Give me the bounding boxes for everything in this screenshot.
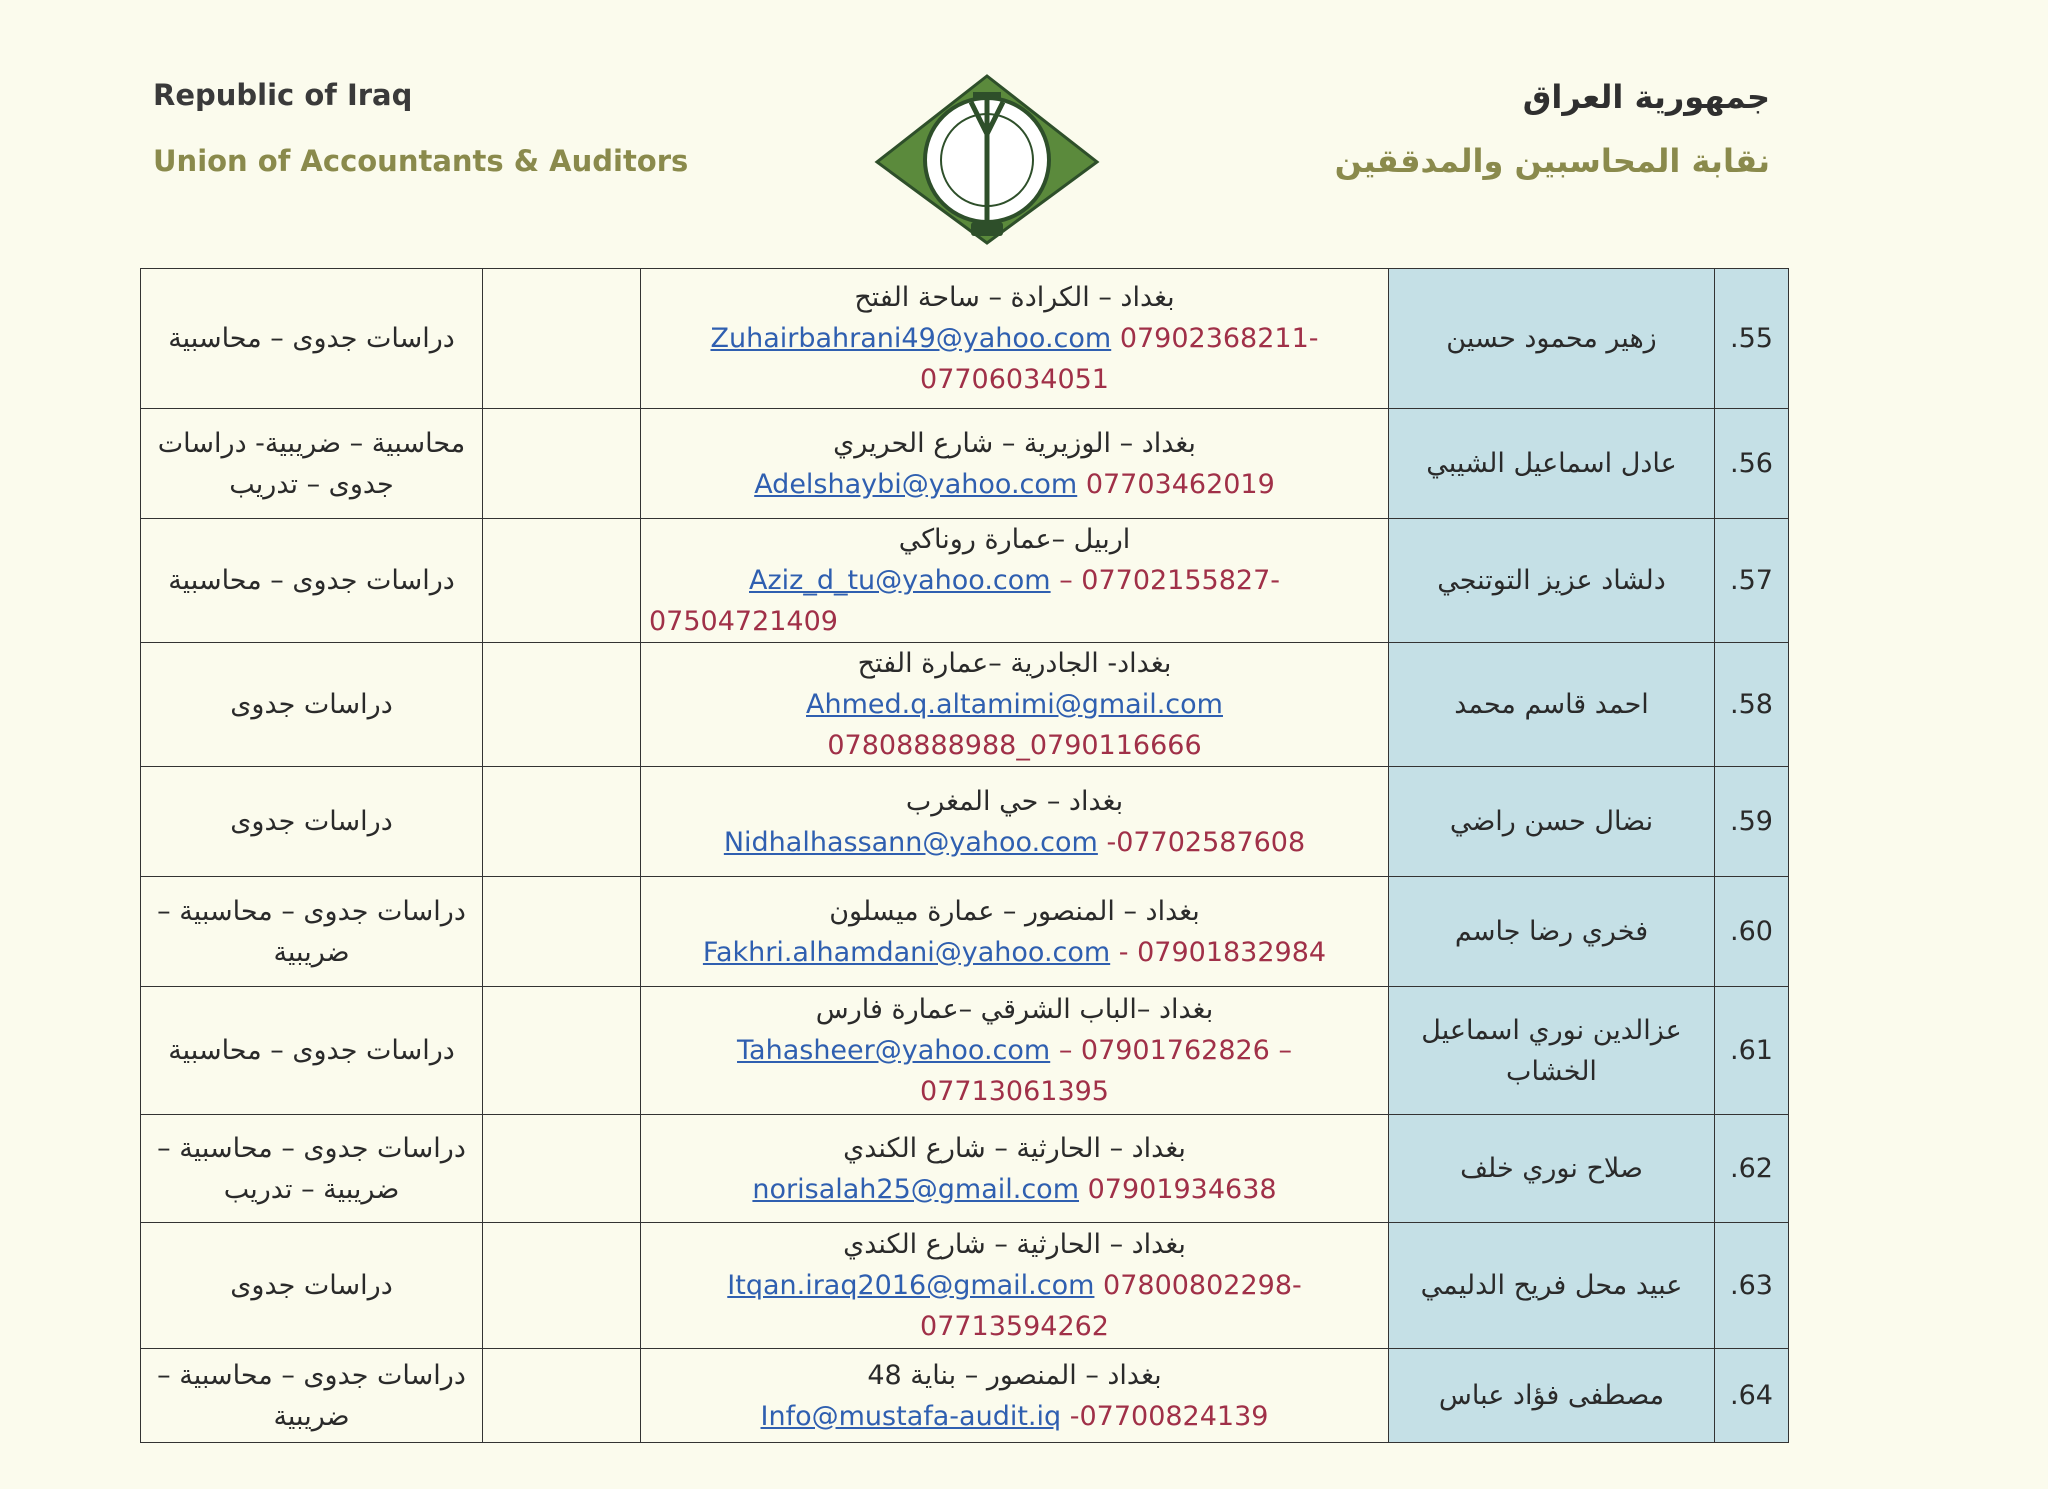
row-number: .64 — [1715, 1349, 1789, 1443]
email-link[interactable]: Nidhalhassann@yahoo.com — [723, 826, 1098, 858]
row-number: .60 — [1715, 877, 1789, 987]
specialization: دراسات جدوى – محاسبية — [141, 519, 483, 643]
empty-cell — [483, 1349, 641, 1443]
english-country-name: Republic of Iraq — [153, 78, 413, 112]
phone-number: -07700824139 — [1069, 1400, 1269, 1432]
member-name: عبيد محل فريح الدليمي — [1389, 1223, 1715, 1349]
table-row — [141, 1349, 1789, 1443]
contact-line — [649, 1265, 1380, 1306]
email-link[interactable]: Tahasheer@yahoo.com — [737, 1035, 1051, 1066]
email-link[interactable]: Zuhairbahrani49@yahoo.com — [710, 323, 1112, 354]
member-name: احمد قاسم محمد — [1389, 643, 1715, 767]
table-row — [141, 643, 1789, 767]
row-number: .56 — [1715, 409, 1789, 519]
empty-cell — [483, 767, 641, 877]
address: بغداد- الجادرية –عمارة الفتح — [857, 648, 1172, 679]
phone-number-secondary: 07713061395 — [920, 1076, 1109, 1107]
row-number: .55 — [1715, 269, 1789, 409]
phone-number: 07901934638 — [1087, 1173, 1277, 1205]
contact-line — [649, 822, 1380, 863]
email-link[interactable]: Info@mustafa-audit.iq — [760, 1400, 1062, 1432]
contact-line — [649, 684, 1380, 725]
email-link[interactable]: Adelshaybi@yahoo.com — [754, 468, 1078, 500]
phone-number: – 07901762826 – — [1058, 1035, 1292, 1066]
table-row — [141, 1223, 1789, 1349]
specialization: دراسات جدوى – محاسبية – ضريبية — [141, 1349, 483, 1443]
address: بغداد – حي المغرب — [905, 785, 1124, 817]
contact-line — [649, 1169, 1380, 1210]
contact-line — [649, 464, 1380, 505]
empty-cell — [483, 519, 641, 643]
member-name: زهير محمود حسين — [1389, 269, 1715, 409]
address: بغداد – المنصور – عمارة ميسلون — [829, 895, 1200, 927]
address: بغداد –الباب الشرقي –عمارة فارس — [815, 994, 1214, 1025]
contact-cell — [641, 269, 1389, 409]
address: بغداد – المنصور – بناية 48 — [867, 1359, 1162, 1391]
member-name: عادل اسماعيل الشيبي — [1389, 409, 1715, 519]
member-name: دلشاد عزيز التوتنجي — [1389, 519, 1715, 643]
specialization: دراسات جدوى – محاسبية — [141, 987, 483, 1115]
phone-number: 07800802298- — [1103, 1270, 1302, 1301]
table-row — [141, 409, 1789, 519]
address: بغداد – الحارثية – شارع الكندي — [843, 1132, 1186, 1164]
arabic-union-name: نقابة المحاسبين والمدققين — [1334, 142, 1770, 180]
table-row — [141, 767, 1789, 877]
row-number: .63 — [1715, 1223, 1789, 1349]
arabic-country-name: جمهورية العراق — [1522, 78, 1770, 116]
phone-number-secondary: 07713594262 — [920, 1311, 1109, 1342]
empty-cell — [483, 1223, 641, 1349]
contact-line — [649, 1396, 1380, 1437]
member-name: عزالدين نوري اسماعيل الخشاب — [1389, 987, 1715, 1115]
phone-number-secondary: 07504721409 — [649, 606, 838, 637]
specialization: دراسات جدوى – محاسبية – ضريبية — [141, 877, 483, 987]
phone-number: – 07702155827- — [1059, 565, 1280, 596]
empty-cell — [483, 987, 641, 1115]
empty-cell — [483, 877, 641, 987]
member-name: نضال حسن راضي — [1389, 767, 1715, 877]
address: اربيل –عمارة روناكي — [898, 524, 1131, 555]
table-row — [141, 877, 1789, 987]
english-header — [153, 78, 688, 178]
contact-cell — [641, 519, 1389, 643]
contact-cell — [641, 1349, 1389, 1443]
email-link[interactable]: Itqan.iraq2016@gmail.com — [727, 1270, 1095, 1301]
contact-line — [649, 1030, 1380, 1071]
contact-cell — [641, 409, 1389, 519]
phone-number: 07703462019 — [1085, 468, 1275, 500]
contact-cell — [641, 1115, 1389, 1223]
contact-cell — [641, 767, 1389, 877]
email-link[interactable]: norisalah25@gmail.com — [752, 1173, 1080, 1205]
contact-cell — [641, 1223, 1389, 1349]
union-logo-icon — [873, 72, 1101, 247]
address: بغداد – الحارثية – شارع الكندي — [843, 1229, 1186, 1260]
specialization: دراسات جدوى – محاسبية – ضريبية – تدريب — [141, 1115, 483, 1223]
row-number: .62 — [1715, 1115, 1789, 1223]
table-row — [141, 987, 1789, 1115]
member-name: فخري رضا جاسم — [1389, 877, 1715, 987]
member-name: مصطفى فؤاد عباس — [1389, 1349, 1715, 1443]
row-number: .57 — [1715, 519, 1789, 643]
empty-cell — [483, 409, 641, 519]
email-link[interactable]: Aziz_d_tu@yahoo.com — [749, 565, 1051, 596]
email-link[interactable]: Fakhri.alhamdani@yahoo.com — [702, 936, 1111, 968]
english-union-name: Union of Accountants & Auditors — [153, 144, 689, 178]
member-name: صلاح نوري خلف — [1389, 1115, 1715, 1223]
phone-number: - 07901832984 — [1118, 936, 1327, 968]
row-number: .59 — [1715, 767, 1789, 877]
address: بغداد – الكرادة – ساحة الفتح — [854, 282, 1175, 313]
contact-line — [649, 318, 1380, 359]
empty-cell — [483, 269, 641, 409]
address: بغداد – الوزيرية – شارع الحريري — [833, 427, 1196, 459]
contact-cell — [641, 643, 1389, 767]
table-row — [141, 1115, 1789, 1223]
empty-cell — [483, 643, 641, 767]
contact-line — [649, 932, 1380, 973]
phone-number: 07902368211- — [1119, 323, 1319, 354]
table-row — [141, 519, 1789, 643]
arabic-header — [1335, 78, 1770, 180]
specialization: محاسبية – ضريبية- دراسات جدوى – تدريب — [141, 409, 483, 519]
row-number: .58 — [1715, 643, 1789, 767]
phone-number-secondary: 07808888988_0790116666 — [827, 730, 1202, 761]
members-table — [140, 268, 1789, 1443]
empty-cell — [483, 1115, 641, 1223]
specialization: دراسات جدوى — [141, 1223, 483, 1349]
table-row — [141, 269, 1789, 409]
phone-number: -07702587608 — [1106, 826, 1306, 858]
contact-line — [649, 560, 1380, 601]
specialization: دراسات جدوى — [141, 767, 483, 877]
contact-cell — [641, 877, 1389, 987]
row-number: .61 — [1715, 987, 1789, 1115]
specialization: دراسات جدوى – محاسبية — [141, 269, 483, 409]
contact-cell — [641, 987, 1389, 1115]
specialization: دراسات جدوى — [141, 643, 483, 767]
phone-number-secondary: 07706034051 — [920, 364, 1109, 395]
email-link[interactable]: Ahmed.q.altamimi@gmail.com — [806, 689, 1223, 720]
